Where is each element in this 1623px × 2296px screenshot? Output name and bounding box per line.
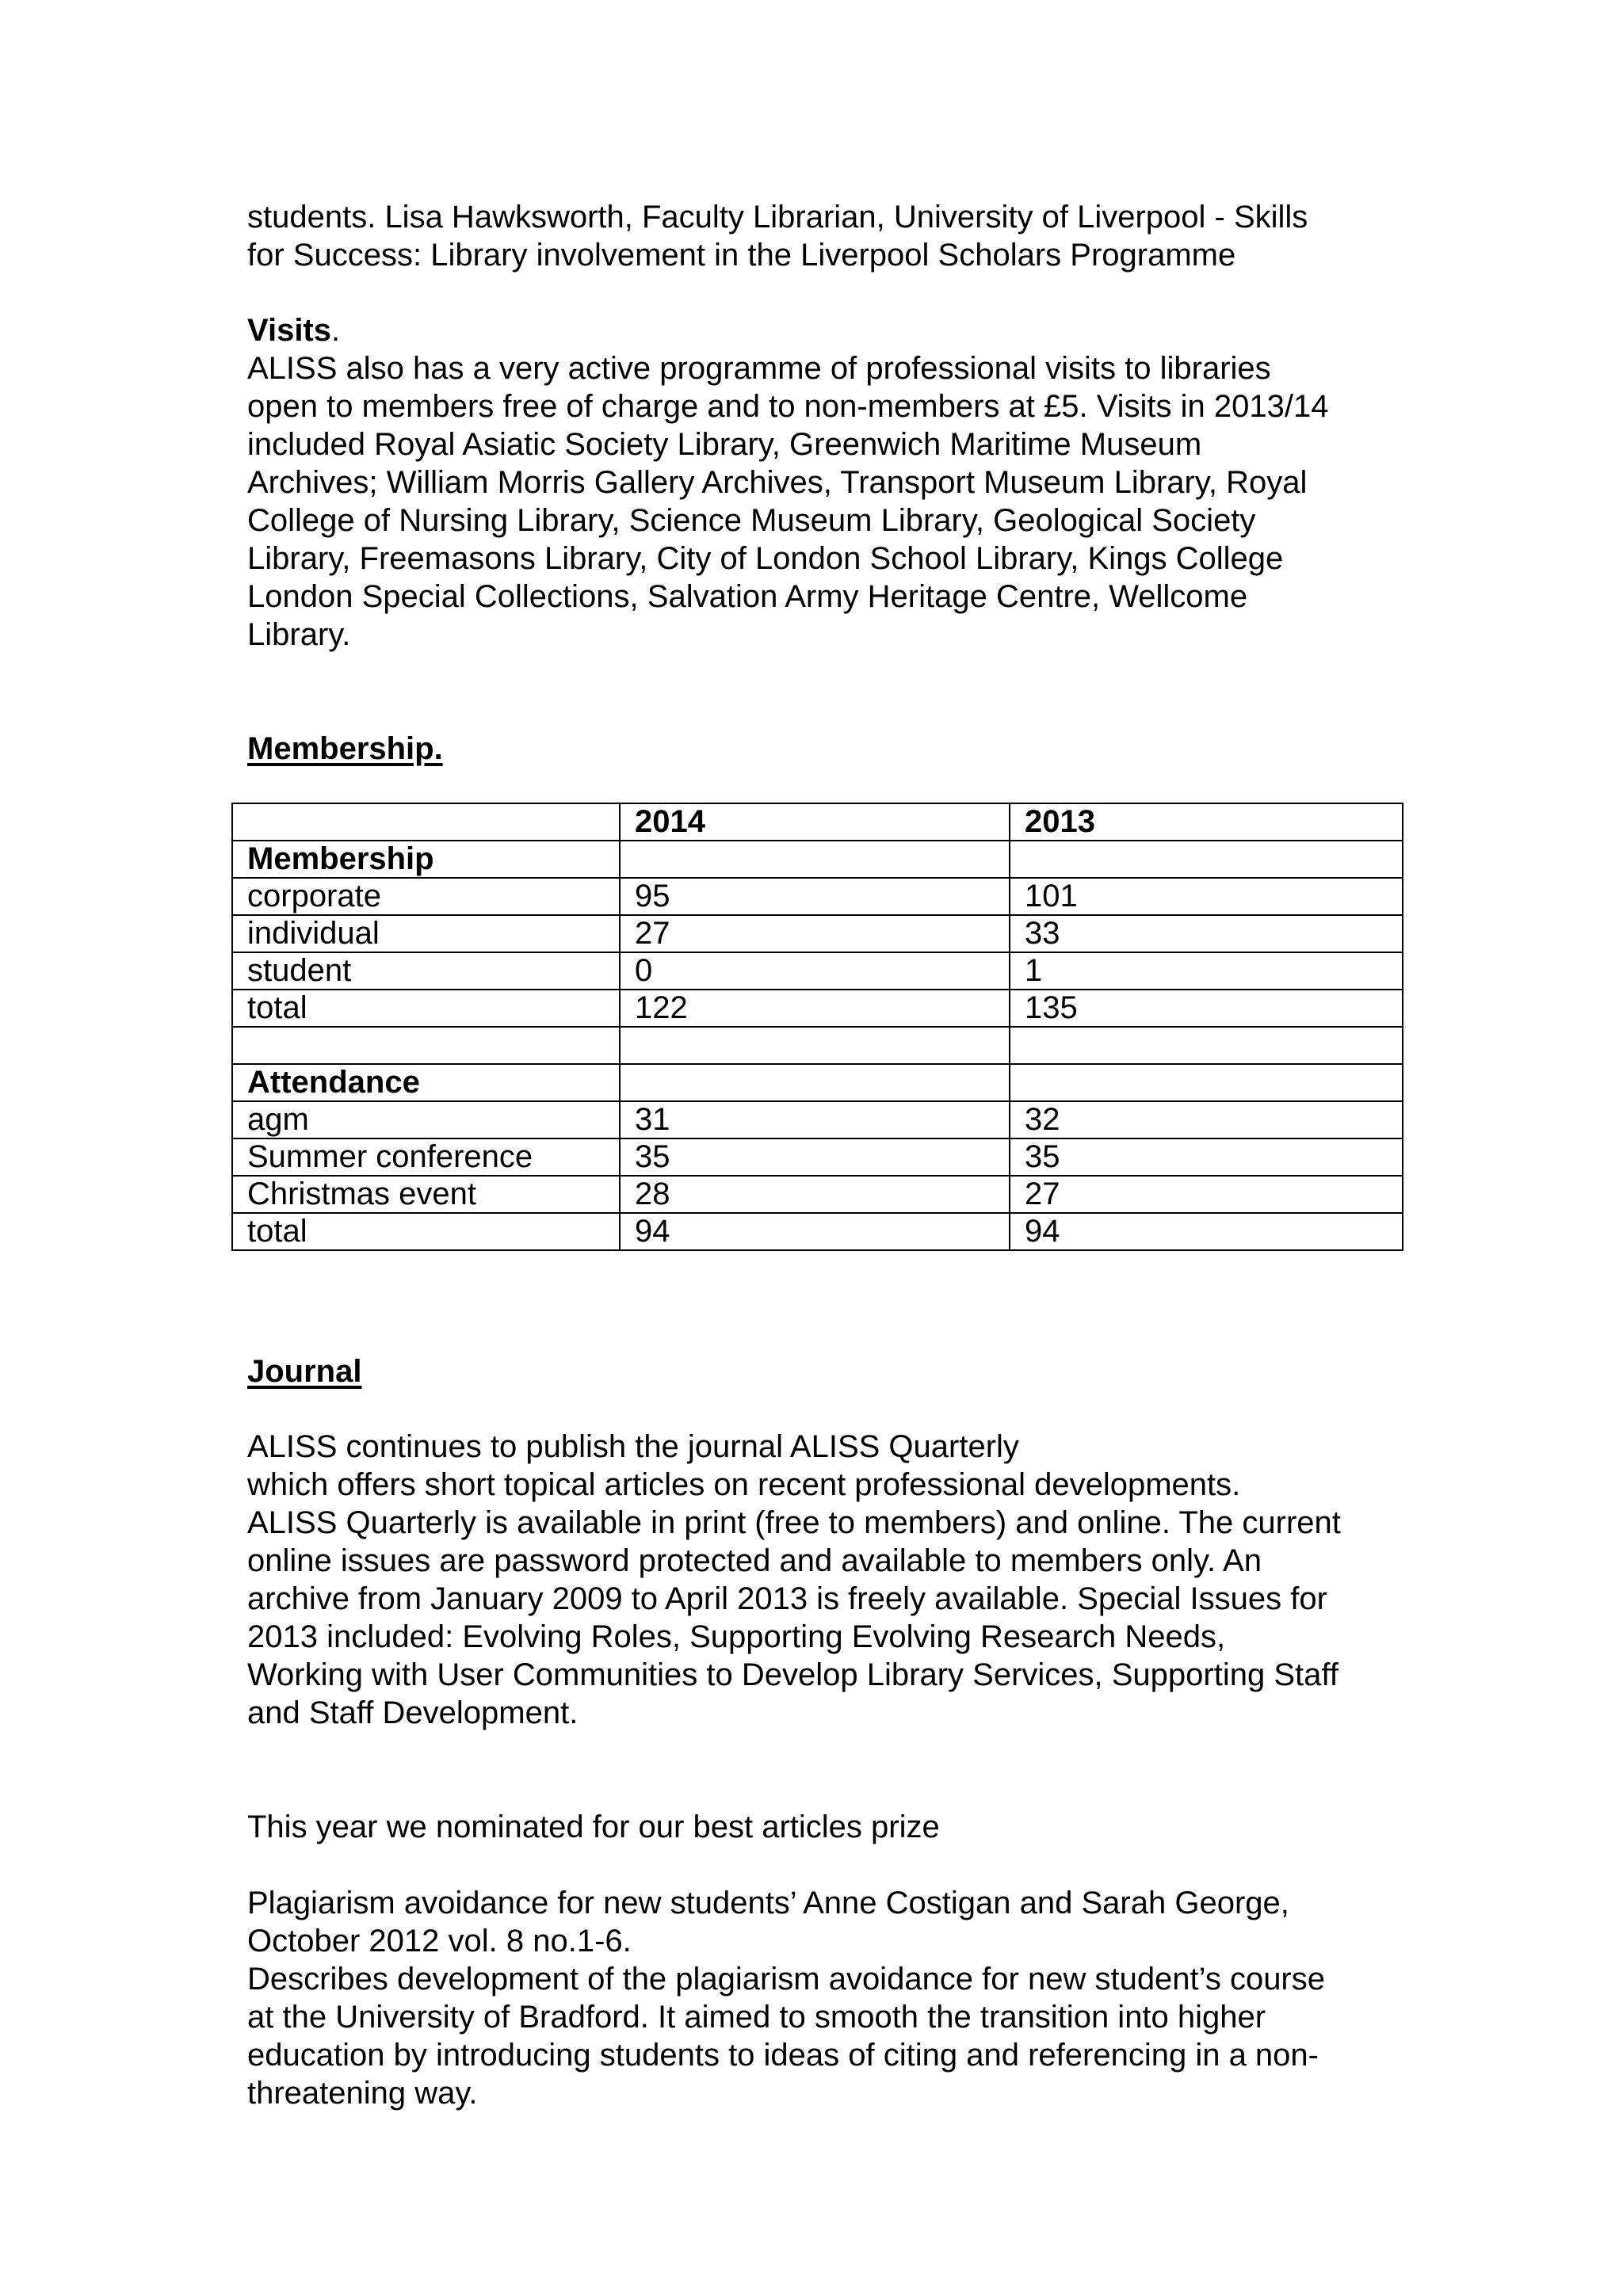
text-line: open to members free of charge and to non-members at £5. Visits in 2013/14	[247, 389, 1329, 424]
table-row	[232, 1176, 1403, 1213]
journal-paragraph	[247, 1428, 1388, 1732]
text-line: and Staff Development.	[247, 1695, 579, 1730]
table-cell: 101	[1010, 878, 1403, 915]
table-cell	[1010, 1064, 1403, 1101]
table-cell: total	[232, 1213, 620, 1250]
text-line: for Success: Library involvement in the Liverpool Scholars Programme	[247, 238, 1236, 273]
text-line: threatening way.	[247, 2076, 478, 2111]
visits-heading-period: .	[331, 313, 341, 348]
table-cell	[232, 1027, 620, 1064]
text-line: ALISS also has a very active programme of professional visits to libraries	[247, 351, 1271, 386]
table-cell: 33	[1010, 915, 1403, 952]
text-line: archive from January 2009 to April 2013 is freely available. Special Issues for	[247, 1581, 1327, 1616]
table-cell: 35	[1010, 1138, 1403, 1176]
text-line: College of Nursing Library, Science Museum Library, Geological Society	[247, 503, 1256, 538]
table-cell: 32	[1010, 1101, 1403, 1138]
text-line: students. Lisa Hawksworth, Faculty Librarian, University of Liverpool - Skills	[247, 200, 1308, 235]
table-row	[232, 952, 1403, 990]
table-header-cell	[232, 803, 620, 841]
text-line: ALISS continues to publish the journal ALISS Quarterly	[247, 1429, 1019, 1464]
visits-heading-text: Visits	[247, 313, 331, 348]
table-row	[232, 1064, 1403, 1101]
text-line: included Royal Asiatic Society Library, Greenwich Maritime Museum	[247, 427, 1202, 462]
table-row	[232, 1101, 1403, 1138]
table-cell: total	[232, 990, 620, 1027]
text-line: ALISS Quarterly is available in print (free to members) and online. The current	[247, 1505, 1341, 1540]
table-cell: 94	[620, 1213, 1010, 1250]
table-cell: 27	[620, 915, 1010, 952]
table-row	[232, 878, 1403, 915]
membership-table	[231, 803, 1403, 1251]
table-header-cell: 2013	[1010, 803, 1403, 841]
table-cell: 94	[1010, 1213, 1403, 1250]
table-cell	[1010, 1027, 1403, 1064]
visits-heading	[247, 311, 1388, 349]
text-line: Plagiarism avoidance for new students’ Anne Costigan and Sarah George,	[247, 1886, 1289, 1920]
article-paragraph	[247, 1884, 1388, 2112]
text-line: Library, Freemasons Library, City of London School Library, Kings College	[247, 541, 1284, 576]
table-cell: Summer conference	[232, 1138, 620, 1176]
table-cell: 122	[620, 990, 1010, 1027]
text-line: 2013 included: Evolving Roles, Supporting Evolving Research Needs,	[247, 1619, 1226, 1654]
table-section-label: Membership	[232, 841, 620, 878]
table-cell	[620, 1027, 1010, 1064]
table-cell: 31	[620, 1101, 1010, 1138]
table-row	[232, 841, 1403, 878]
table-row	[232, 1027, 1403, 1064]
text-line: Working with User Communities to Develop Library Services, Supporting Staff	[247, 1657, 1338, 1692]
table-cell	[1010, 841, 1403, 878]
prize-line: This year we nominated for our best articles prize	[247, 1810, 940, 1844]
table-cell: corporate	[232, 878, 620, 915]
table-row	[232, 1138, 1403, 1176]
table-row	[232, 990, 1403, 1027]
membership-heading: Membership.	[247, 731, 443, 766]
text-line: Archives; William Morris Gallery Archives, Transport Museum Library, Royal	[247, 465, 1308, 500]
text-line: which offers short topical articles on recent professional developments.	[247, 1467, 1241, 1502]
table-cell: 35	[620, 1138, 1010, 1176]
text-line: October 2012 vol. 8 no.1-6.	[247, 1924, 632, 1958]
table-cell: agm	[232, 1101, 620, 1138]
intro-paragraph	[247, 198, 1388, 274]
table-cell: student	[232, 952, 620, 990]
table-cell	[620, 841, 1010, 878]
visits-paragraph	[247, 349, 1388, 654]
table-section-label: Attendance	[232, 1064, 620, 1101]
text-line: online issues are password protected and available to members only. An	[247, 1543, 1262, 1578]
table-cell: 27	[1010, 1176, 1403, 1213]
table-cell: 95	[620, 878, 1010, 915]
table-header-cell: 2014	[620, 803, 1010, 841]
text-line: Library.	[247, 617, 351, 652]
text-line: education by introducing students to ideas of citing and referencing in a non-	[247, 2038, 1319, 2073]
table-cell: Christmas event	[232, 1176, 620, 1213]
table-cell: 1	[1010, 952, 1403, 990]
table-cell: 135	[1010, 990, 1403, 1027]
table-cell: 0	[620, 952, 1010, 990]
table-header-row	[232, 803, 1403, 841]
text-line: at the University of Bradford. It aimed to smooth the transition into higher	[247, 2000, 1266, 2035]
table-cell	[620, 1064, 1010, 1101]
table-cell: individual	[232, 915, 620, 952]
journal-heading: Journal	[247, 1354, 362, 1389]
table-row	[232, 915, 1403, 952]
text-line: London Special Collections, Salvation Army Heritage Centre, Wellcome	[247, 579, 1248, 614]
text-line: Describes development of the plagiarism avoidance for new student’s course	[247, 1962, 1325, 1997]
table-cell: 28	[620, 1176, 1010, 1213]
table-row	[232, 1213, 1403, 1250]
